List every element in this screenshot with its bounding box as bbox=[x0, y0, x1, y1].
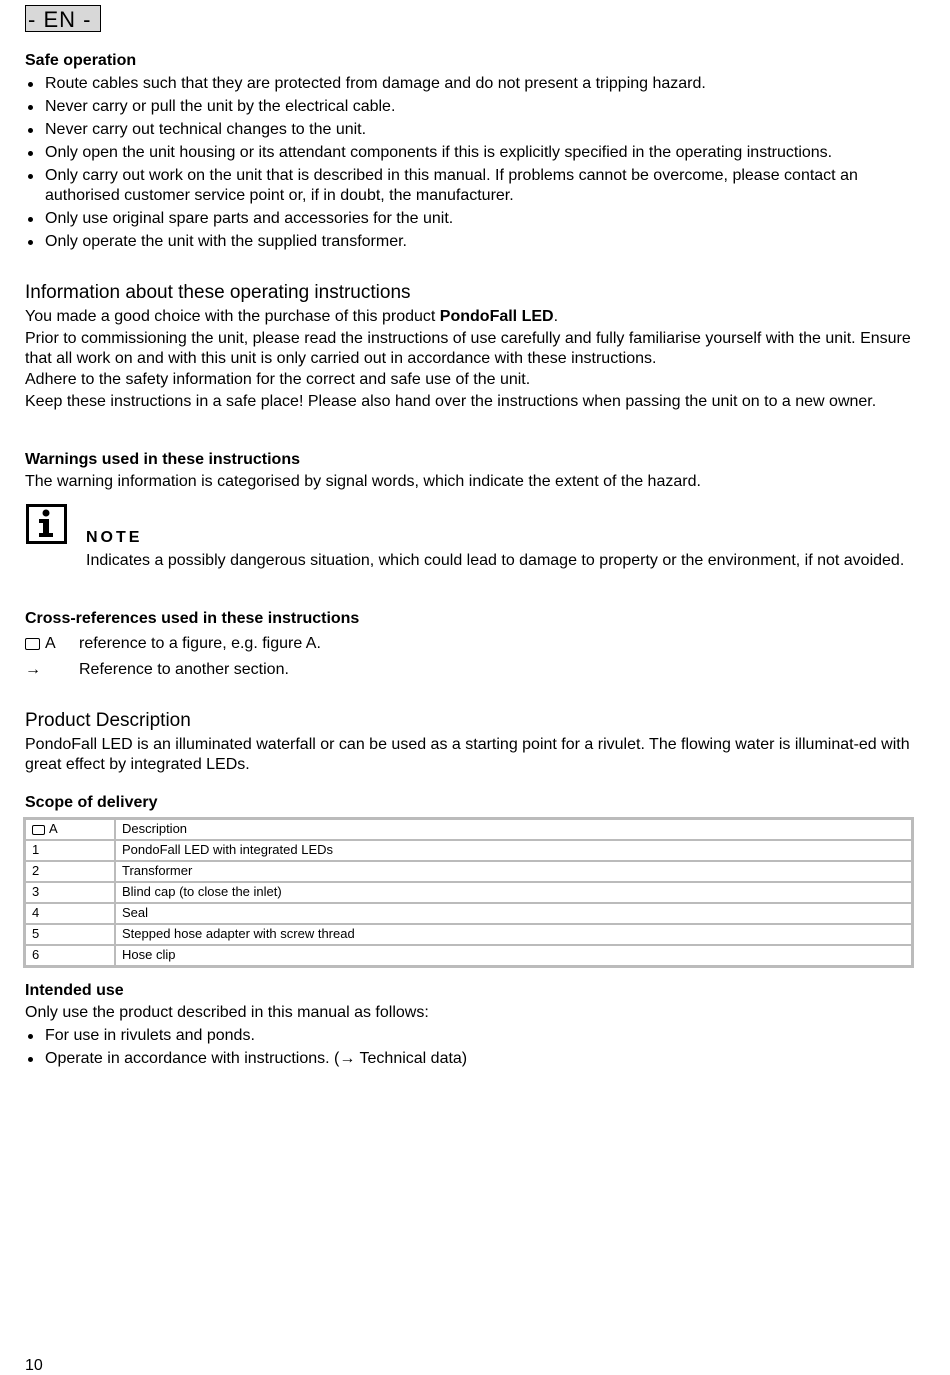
note-text: Indicates a possibly dangerous situation, which could lead to damage to property or the environment, if not avoided. bbox=[86, 552, 905, 569]
list-item: Operate in accordance with instructions. (→ Technical data) bbox=[25, 1049, 915, 1069]
language-tab: - EN - bbox=[25, 5, 101, 32]
list-item: Only open the unit housing or its attendant components if this is explicitly specified in the operating instructions. bbox=[25, 143, 915, 163]
table-cell: Hose clip bbox=[115, 945, 912, 966]
scope-heading: Scope of delivery bbox=[25, 794, 158, 811]
figure-reference-text: reference to a figure, e.g. figure A. bbox=[79, 635, 321, 652]
table-cell: Stepped hose adapter with screw thread bbox=[115, 924, 912, 945]
list-item: Only carry out work on the unit that is described in this manual. If problems cannot be overcome, please contact an authorised customer service point or, if in doubt, the manufacturer. bbox=[25, 166, 915, 205]
table-header-cell: A bbox=[25, 819, 115, 840]
bullet-icon bbox=[28, 151, 33, 156]
table-cell: Transformer bbox=[115, 861, 912, 882]
figure-icon bbox=[25, 638, 40, 650]
bullet-icon bbox=[28, 217, 33, 222]
table-cell: 4 bbox=[25, 903, 115, 924]
bullet-icon bbox=[28, 1057, 33, 1062]
note-title: NOTE bbox=[86, 529, 143, 546]
table-row bbox=[25, 903, 912, 924]
table-cell: 1 bbox=[25, 840, 115, 861]
table-cell: PondoFall LED with integrated LEDs bbox=[115, 840, 912, 861]
table-header-cell: Description bbox=[115, 819, 912, 840]
list-item: Only use original spare parts and accessories for the unit. bbox=[25, 209, 915, 229]
intended-text: Only use the product described in this manual as follows: bbox=[25, 1004, 429, 1021]
crossref-heading: Cross-references used in these instructions bbox=[25, 610, 360, 627]
bullet-icon bbox=[28, 240, 33, 245]
figure-reference-symbol: A bbox=[25, 634, 56, 654]
section-reference-text: Reference to another section. bbox=[79, 661, 289, 678]
list-item: Never carry or pull the unit by the electrical cable. bbox=[25, 97, 915, 117]
info-heading: Information about these operating instructions bbox=[25, 282, 411, 303]
bullet-icon bbox=[28, 1034, 33, 1039]
figure-icon bbox=[32, 825, 45, 835]
page-number: 10 bbox=[25, 1357, 43, 1374]
list-item: Route cables such that they are protected from damage and do not present a tripping hazard. bbox=[25, 74, 915, 94]
table-cell: 2 bbox=[25, 861, 115, 882]
list-item: For use in rivulets and ponds. bbox=[25, 1026, 915, 1046]
bullet-icon bbox=[28, 128, 33, 133]
info-paragraph-2: Prior to commissioning the unit, please read the instructions of use carefully and fully familiarise yourself with the unit. Ensure that all work on and with this unit is only carried out in accordance with these instructions. bbox=[25, 330, 911, 367]
warnings-heading: Warnings used in these instructions bbox=[25, 451, 300, 468]
warnings-text: The warning information is categorised by signal words, which indicate the extent of the hazard. bbox=[25, 473, 701, 490]
table-row bbox=[25, 924, 912, 945]
bullet-icon bbox=[28, 105, 33, 110]
table-row bbox=[25, 840, 912, 861]
list-item: Never carry out technical changes to the unit. bbox=[25, 120, 915, 140]
table-row bbox=[25, 861, 912, 882]
scope-table bbox=[23, 817, 914, 968]
table-cell: 5 bbox=[25, 924, 115, 945]
table-cell: 3 bbox=[25, 882, 115, 903]
bullet-icon bbox=[28, 174, 33, 179]
table-cell: 6 bbox=[25, 945, 115, 966]
info-paragraph-4: Keep these instructions in a safe place! Please also hand over the instructions when passing the unit on to a new owner. bbox=[25, 393, 877, 410]
bullet-icon bbox=[28, 82, 33, 87]
info-icon bbox=[26, 504, 67, 544]
info-paragraph-3: Adhere to the safety information for the correct and safe use of the unit. bbox=[25, 371, 531, 388]
product-heading: Product Description bbox=[25, 710, 191, 731]
product-text: PondoFall LED is an illuminated waterfall or can be used as a starting point for a rivulet. The flowing water is illuminat-ed with great effect by integrated LEDs. bbox=[25, 736, 910, 773]
table-header-row bbox=[25, 819, 912, 840]
arrow-icon: → bbox=[25, 661, 41, 678]
intended-heading: Intended use bbox=[25, 982, 124, 999]
table-row bbox=[25, 945, 912, 966]
table-cell: Seal bbox=[115, 903, 912, 924]
table-row bbox=[25, 882, 912, 903]
table-cell: Blind cap (to close the inlet) bbox=[115, 882, 912, 903]
info-paragraph-1: You made a good choice with the purchase of this product PondoFall LED. bbox=[25, 308, 559, 325]
safe-operation-heading: Safe operation bbox=[25, 52, 137, 69]
list-item: Only operate the unit with the supplied transformer. bbox=[25, 232, 915, 252]
